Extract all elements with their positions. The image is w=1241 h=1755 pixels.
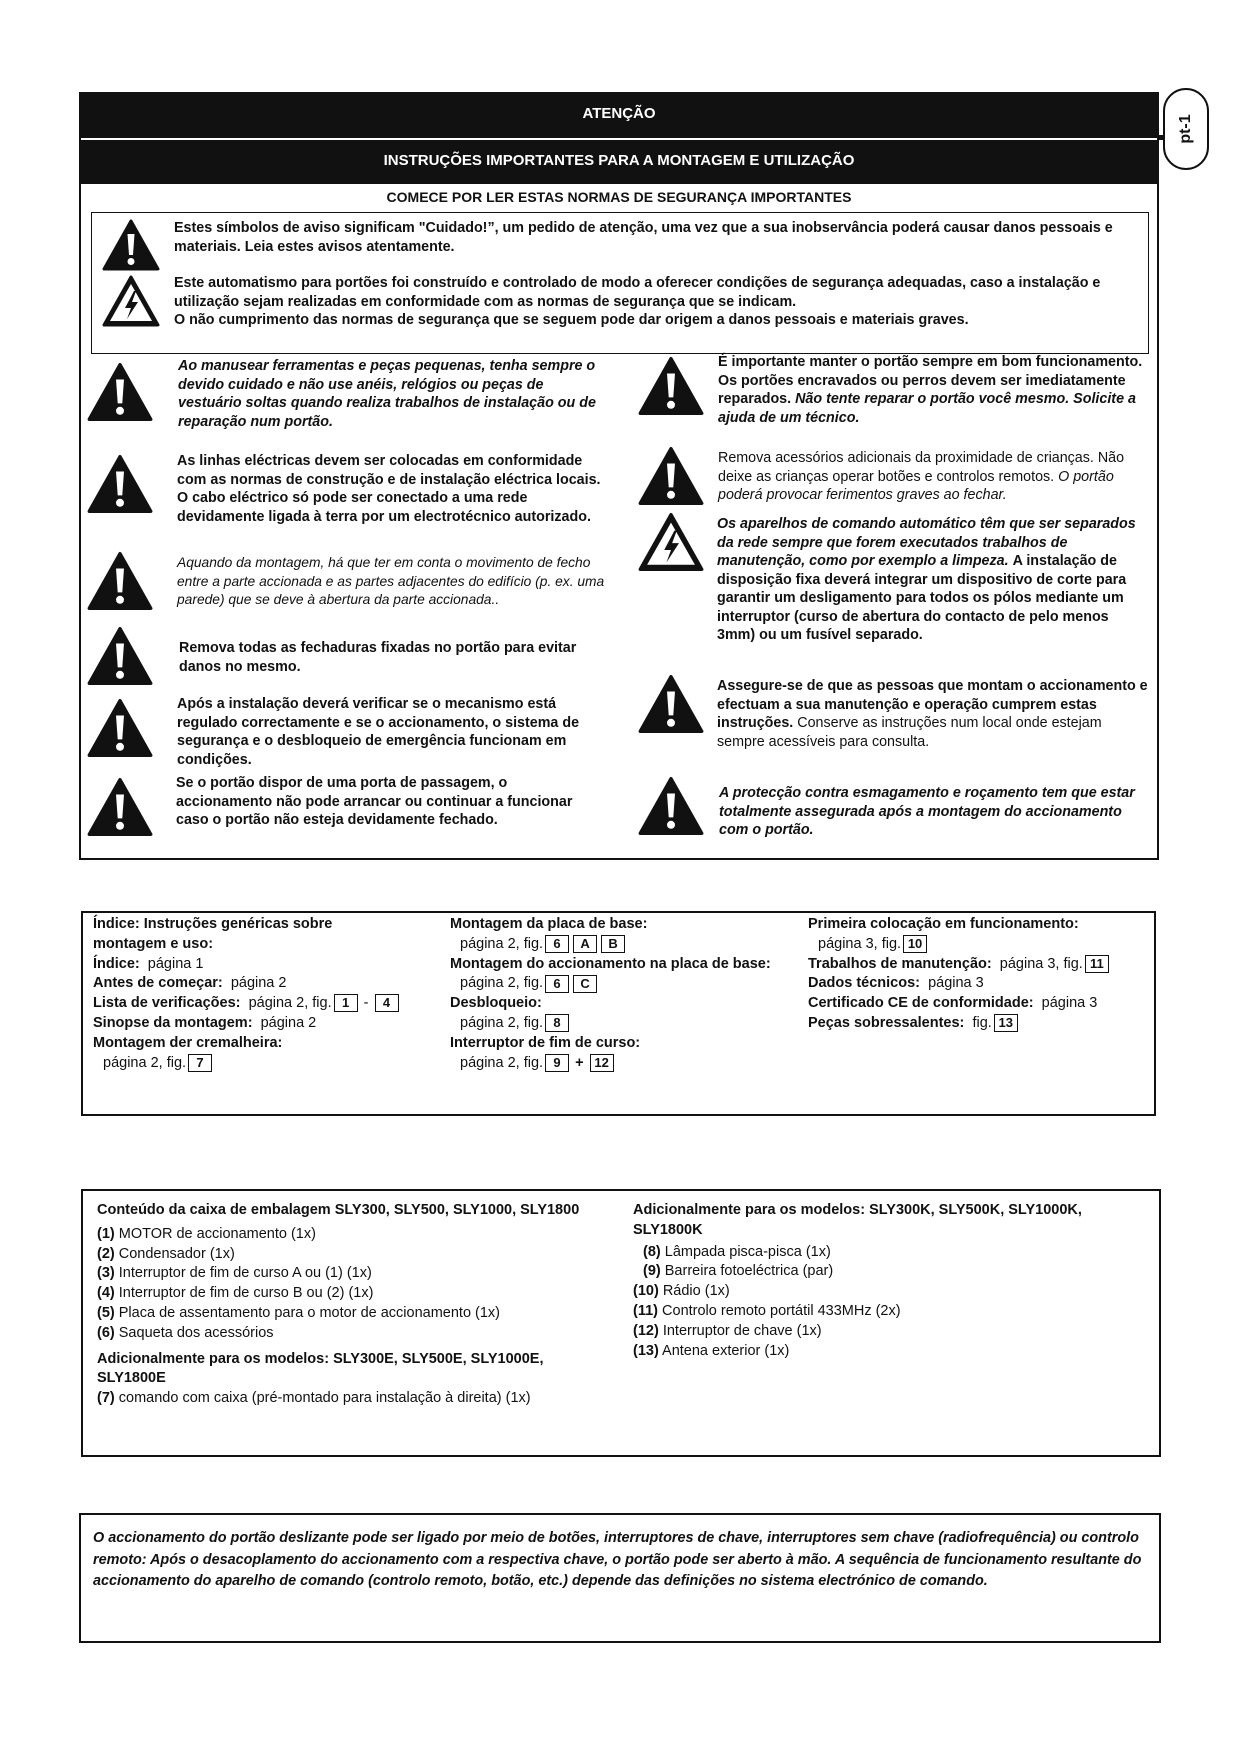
index-page: página 2, fig. [248, 995, 332, 1012]
fig-ref[interactable]: 13 [994, 1014, 1018, 1032]
warning-exclamation-icon [87, 362, 153, 422]
warning-crush-protection: A protecção contra esmagamento e roçamento tem que estar totalmente assegurada após a montagem do accionamento com o portão. [719, 785, 1135, 838]
operation-note: O accionamento do portão deslizante pode ser ligado por meio de botões, interruptores de chave, interruptores sem chave (radiofrequência) ou controlo remoto: Após o desacoplamento do accionamento com a respectiva chave, o portão pode ser aberto à mão. A sequência de funcionamento resultante do accionamento do aparelho de comando (controlo remoto, botão, etc.) depende das definições no sistema electrónico de comando. [93, 1530, 1142, 1589]
contents-title: Conteúdo da caixa de embalagem SLY300, SLY500, SLY1000, SLY1800 [97, 1202, 580, 1218]
index-page: página 1 [147, 955, 204, 972]
index-page: página 2, fig. [460, 935, 544, 952]
list-item: (5) Placa de assentamento para o motor de accionamento (1x) [97, 1304, 501, 1321]
contents-left-column [97, 1201, 607, 1409]
warning-disconnect-b: A instalação de disposição fixa deverá integrar um dispositivo de corte para garantir um desligamento para todos os pólos mediante um interruptor (curso de abertura do contacto de pelo menos 3mm) ou um fusível separado. [717, 553, 1127, 643]
list-item: (3) Interruptor de fim de curso A ou (1) (1x) [97, 1265, 372, 1282]
index-label: Interruptor de fim de curso: [450, 1034, 641, 1051]
list-item: (13) Antena exterior (1x) [633, 1342, 790, 1359]
fig-ref[interactable]: 1 [334, 994, 358, 1012]
package-contents-box [81, 1189, 1161, 1457]
warning-exclamation-icon [638, 776, 704, 836]
operation-note-box [79, 1513, 1161, 1643]
index-page: página 3 [928, 975, 984, 992]
warning-passage-door: Se o portão dispor de uma porta de passagem, o accionamento não pode arrancar ou continuar a funcionar caso o portão não esteja devidamente fechado. [176, 775, 573, 828]
warning-exclamation-icon [87, 551, 153, 611]
range-separator: - [363, 995, 369, 1012]
intro-text-2: Este automatismo para portões foi construído e controlado de modo a oferecer condições de segurança adequadas, caso a instalação e utilização sejam realizadas em conformidade com as normas de segurança que se indicam. [174, 275, 1101, 310]
warning-exclamation-icon [87, 698, 153, 758]
fig-ref[interactable]: 11 [1085, 955, 1109, 973]
index-label: Montagem der cremalheira: [93, 1034, 283, 1051]
index-label: Lista de verificações: [93, 995, 241, 1012]
warning-electric-lines: As linhas eléctricas devem ser colocadas em conformidade com as normas de construção e de instalação eléctrica locais. O cabo eléctrico só pode ser conectado a uma rede devidamente ligada à terra por um electrotécnico autorizado. [177, 453, 601, 525]
electric-hazard-icon [102, 275, 160, 327]
list-item: (1) MOTOR de accionamento (1x) [97, 1225, 316, 1242]
fig-ref[interactable]: 7 [188, 1054, 212, 1072]
warning-maintain-gate-a: É importante manter o portão sempre em bom funcionamento. Os portões encravados ou perros devem ser imediatamente reparados. [718, 354, 1143, 407]
index-label: Certificado CE de conformidade: [808, 995, 1034, 1012]
warning-disconnect-a: Os aparelhos de comando automático têm que ser separados da rede sempre que forem executados trabalhos de manutenção, como por exemplo a limpeza. [717, 516, 1136, 569]
intro-text-3: O não cumprimento das normas de segurança que se seguem pode dar origem a danos pessoais e materiais graves. [174, 312, 969, 328]
index-page: fig. [972, 1014, 992, 1031]
warning-operators-a: Assegure-se de que as pessoas que montam o accionamento e efectuam a sua manutenção e operação cumprem estas instruções. [717, 678, 1148, 731]
fig-ref[interactable]: 9 [545, 1054, 569, 1072]
fig-ref[interactable]: 4 [375, 994, 399, 1012]
warning-locks: Remova todas as fechaduras fixadas no portão para evitar danos no mesmo. [179, 640, 577, 675]
warning-exclamation-icon [87, 454, 153, 514]
list-item: (11) Controlo remoto portátil 433MHz (2x) [633, 1302, 901, 1319]
warning-closing-movement: Aquando da montagem, há que ter em conta o movimento de fecho entre a parte accionada e as partes adjacentes do edifício (p. ex. uma parede) que se deve à abertura da parte accionada.. [177, 555, 605, 607]
intro-text-1: Estes símbolos de aviso significam "Cuidado!”, um pedido de atenção, uma vez que a sua inobservância poderá causar danos pessoais e materiais. Leia estes avisos atentamente. [174, 220, 1113, 255]
warning-children-a: Remova acessórios adicionais da proximidade de crianças. Não deixe as crianças operar botões e controlos remotos. [718, 450, 1125, 485]
index-label: Primeira colocação em funcionamento: [808, 916, 1079, 932]
warning-operators [717, 677, 1149, 751]
plus-sign: + [575, 1054, 584, 1071]
index-page: página 2, fig. [460, 975, 544, 992]
index-label: Dados técnicos: [808, 975, 920, 992]
index-page: página 2, fig. [460, 1014, 544, 1031]
list-item: (8) Lâmpada pisca-pisca (1x) [643, 1243, 831, 1260]
index-page: página 3, fig. [999, 955, 1083, 972]
warning-exclamation-icon [87, 777, 153, 837]
list-item: (10) Rádio (1x) [633, 1283, 730, 1300]
intro-box [91, 212, 1149, 354]
index-label: Índice: [93, 955, 140, 972]
index-title: Índice: Instruções genéricas sobre montagem e uso: [93, 916, 333, 952]
index-label: Peças sobressalentes: [808, 1014, 965, 1031]
fig-ref[interactable]: A [573, 935, 597, 953]
fig-ref[interactable]: B [601, 935, 625, 953]
warning-children [718, 449, 1150, 505]
fig-ref[interactable]: C [573, 975, 597, 993]
list-item: (2) Condensador (1x) [97, 1245, 235, 1262]
fig-ref[interactable]: 12 [590, 1054, 614, 1072]
list-item: (6) Saqueta dos acessórios [97, 1324, 274, 1341]
warning-exclamation-icon [638, 446, 704, 506]
index-label: Desbloqueio: [450, 995, 542, 1012]
instructions-header: INSTRUÇÕES IMPORTANTES PARA A MONTAGEM E UTILIZAÇÃO [81, 140, 1157, 184]
warning-exclamation-icon [638, 356, 704, 416]
electric-hazard-icon [638, 512, 704, 572]
fig-ref[interactable]: 10 [903, 935, 927, 953]
index-label: Trabalhos de manutenção: [808, 955, 992, 972]
index-column-3 [808, 915, 1153, 1034]
index-label: Antes de começar: [93, 975, 223, 992]
warning-tools: Ao manusear ferramentas e peças pequenas, tenha sempre o devido cuidado e não use anéis, relógios ou peças de vestuário soltas quando realiza trabalhos de instalação ou de reparação num portão. [178, 358, 596, 430]
page-tab-label: pt-1 [1177, 114, 1194, 144]
list-item: (7) comando com caixa (pré-montado para instalação à direita) (1x) [97, 1390, 531, 1407]
list-item: (9) Barreira fotoeléctrica (par) [643, 1263, 834, 1280]
index-box [81, 911, 1156, 1116]
warning-maintain-gate-b: Não tente reparar o portão você mesmo. Solicite a ajuda de um técnico. [718, 391, 1136, 426]
index-page: página 2 [260, 1014, 317, 1031]
index-page: página 2 [230, 975, 287, 992]
list-item: (12) Interruptor de chave (1x) [633, 1322, 822, 1339]
contents-title-e-models: Adicionalmente para os modelos: SLY300E, SLY500E, SLY1000E, SLY1800E [97, 1350, 544, 1387]
index-label: Montagem do accionamento na placa de base: [450, 955, 771, 972]
index-page: página 2, fig. [460, 1054, 544, 1071]
contents-title-k-models: Adicionalmente para os modelos: SLY300K, SLY500K, SLY1000K, SLY1800K [633, 1202, 1082, 1238]
warning-exclamation-icon [87, 626, 153, 686]
warning-maintain-gate [718, 353, 1146, 427]
index-label: Montagem da placa de base: [450, 916, 648, 932]
index-column-2 [450, 915, 810, 1073]
index-page: página 2, fig. [103, 1054, 187, 1071]
warning-after-install: Após a instalação deverá verificar se o mecanismo está regulado correctamente e se o accionamento, o sistema de segurança e o desbloqueio de emergência funcionam em condições. [177, 696, 580, 768]
list-item: (4) Interruptor de fim de curso B ou (2) (1x) [97, 1285, 374, 1302]
warning-operators-b: Conserve as instruções num local onde estejam sempre acessíveis para consulta. [717, 715, 1102, 750]
fig-ref[interactable]: 8 [545, 1014, 569, 1032]
index-page: página 3, fig. [818, 935, 902, 952]
index-column-1 [93, 915, 443, 1073]
fig-ref[interactable]: 6 [545, 975, 569, 993]
fig-ref[interactable]: 6 [545, 935, 569, 953]
warning-header: ATENÇÃO [81, 94, 1157, 138]
safety-subheader: COMECE POR LER ESTAS NORMAS DE SEGURANÇA IMPORTANTES [386, 189, 852, 205]
warning-exclamation-icon [638, 674, 704, 734]
warning-exclamation-icon [102, 219, 160, 271]
index-label: Sinopse da montagem: [93, 1014, 253, 1031]
warning-section [79, 92, 1159, 860]
contents-right-column [633, 1201, 1148, 1361]
warning-disconnect [717, 515, 1149, 645]
warning-children-b: O portão poderá provocar ferimentos graves ao fechar. [718, 468, 1114, 503]
index-page: página 3 [1041, 995, 1098, 1012]
page-tab [1163, 88, 1209, 170]
